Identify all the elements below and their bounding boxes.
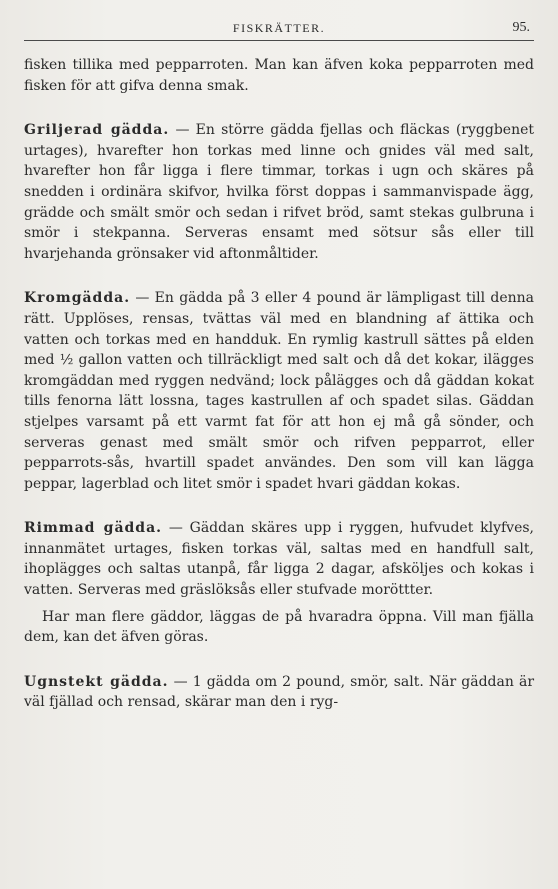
paragraph-note [24,607,534,648]
paragraph-text: fisken tillika med pepparroten. Man kan äfven koka pepparroten med fisken för att gifva denna smak. [24,57,534,94]
page-header [24,18,534,41]
page-number: 95. [512,20,530,35]
paragraph-intro [24,55,534,96]
recipe-text: — Gäddan skäres upp i ryggen, hufvudet klyfves, innanmätet urtages, fisken torkas väl, saltas med en handfull salt, ihoplägges och saltas utanpå, får ligga 2 dagar, afsköljes och kokas i vatten. Serveras med gräslöksås eller stufvade moröttter. [24,520,534,599]
recipe-heading: Griljerad gädda. [24,122,170,139]
recipe-ugnstekt-gadda [24,672,534,713]
paragraph-text: Har man flere gäddor, läggas de på hvaradra öppna. Vill man fjälla dem, kan det äfven göras. [24,608,534,646]
recipe-kromgadda [24,288,534,494]
recipe-heading: Ugnstekt gädda. [24,673,169,690]
recipe-griljerad-gadda [24,120,534,264]
recipe-heading: Rimmad gädda. [24,520,163,537]
running-head: FISKRÄTTER. [232,21,326,35]
recipe-text: — 1 gädda om 2 pound, smör, salt. När gäddan är väl fjällad och rensad, skärar man den i ryg- [24,673,535,711]
recipe-heading: Kromgädda. [24,290,131,307]
recipe-rimmad-gadda [24,518,534,600]
recipe-text: — En gädda på 3 eller 4 pound är lämpligast till denna rätt. Upplöses, rensas, tvättas väl med en blandning af ättika och vatten och torkas med en handduk. En rymlig kastrull sättes på elden med ½ gallon vatten och tillräckligt med salt och då det kokar, ilägges kromgäddan med ryggen nedvänd; lock pålägges och då gäddan kokat tills fenorna lätt lossna, tages kastrullen af och spadet silas. Gäddan stjelpes varsamt på ett varmt fat för att hon ej må gå sönder, och serveras genast med smält smör och rifven pepparrot, eller pepparrots-sås, hvartill spadet användes. Den som vill kan lägga peppar, lagerblad och litet smör i spadet hvari gäddan kokas. [24,290,534,492]
recipe-text: — En större gädda fjellas och fläckas (ryggbenet urtages), hvarefter hon torkas med linne och gnides väl med salt, hvarefter hon får ligga i flere timmar, torkas i ugn och skäres på snedden i ordinära skifvor, hvilka först doppas i sammanvispade ägg, grädde och smält smör och sedan i rifvet bröd, samt stekas gulbruna i smör i stekpanna. Serveras ensamt med sötsur sås eller till hvarjehanda grönsaker vid aftonmåltider. [24,122,535,262]
